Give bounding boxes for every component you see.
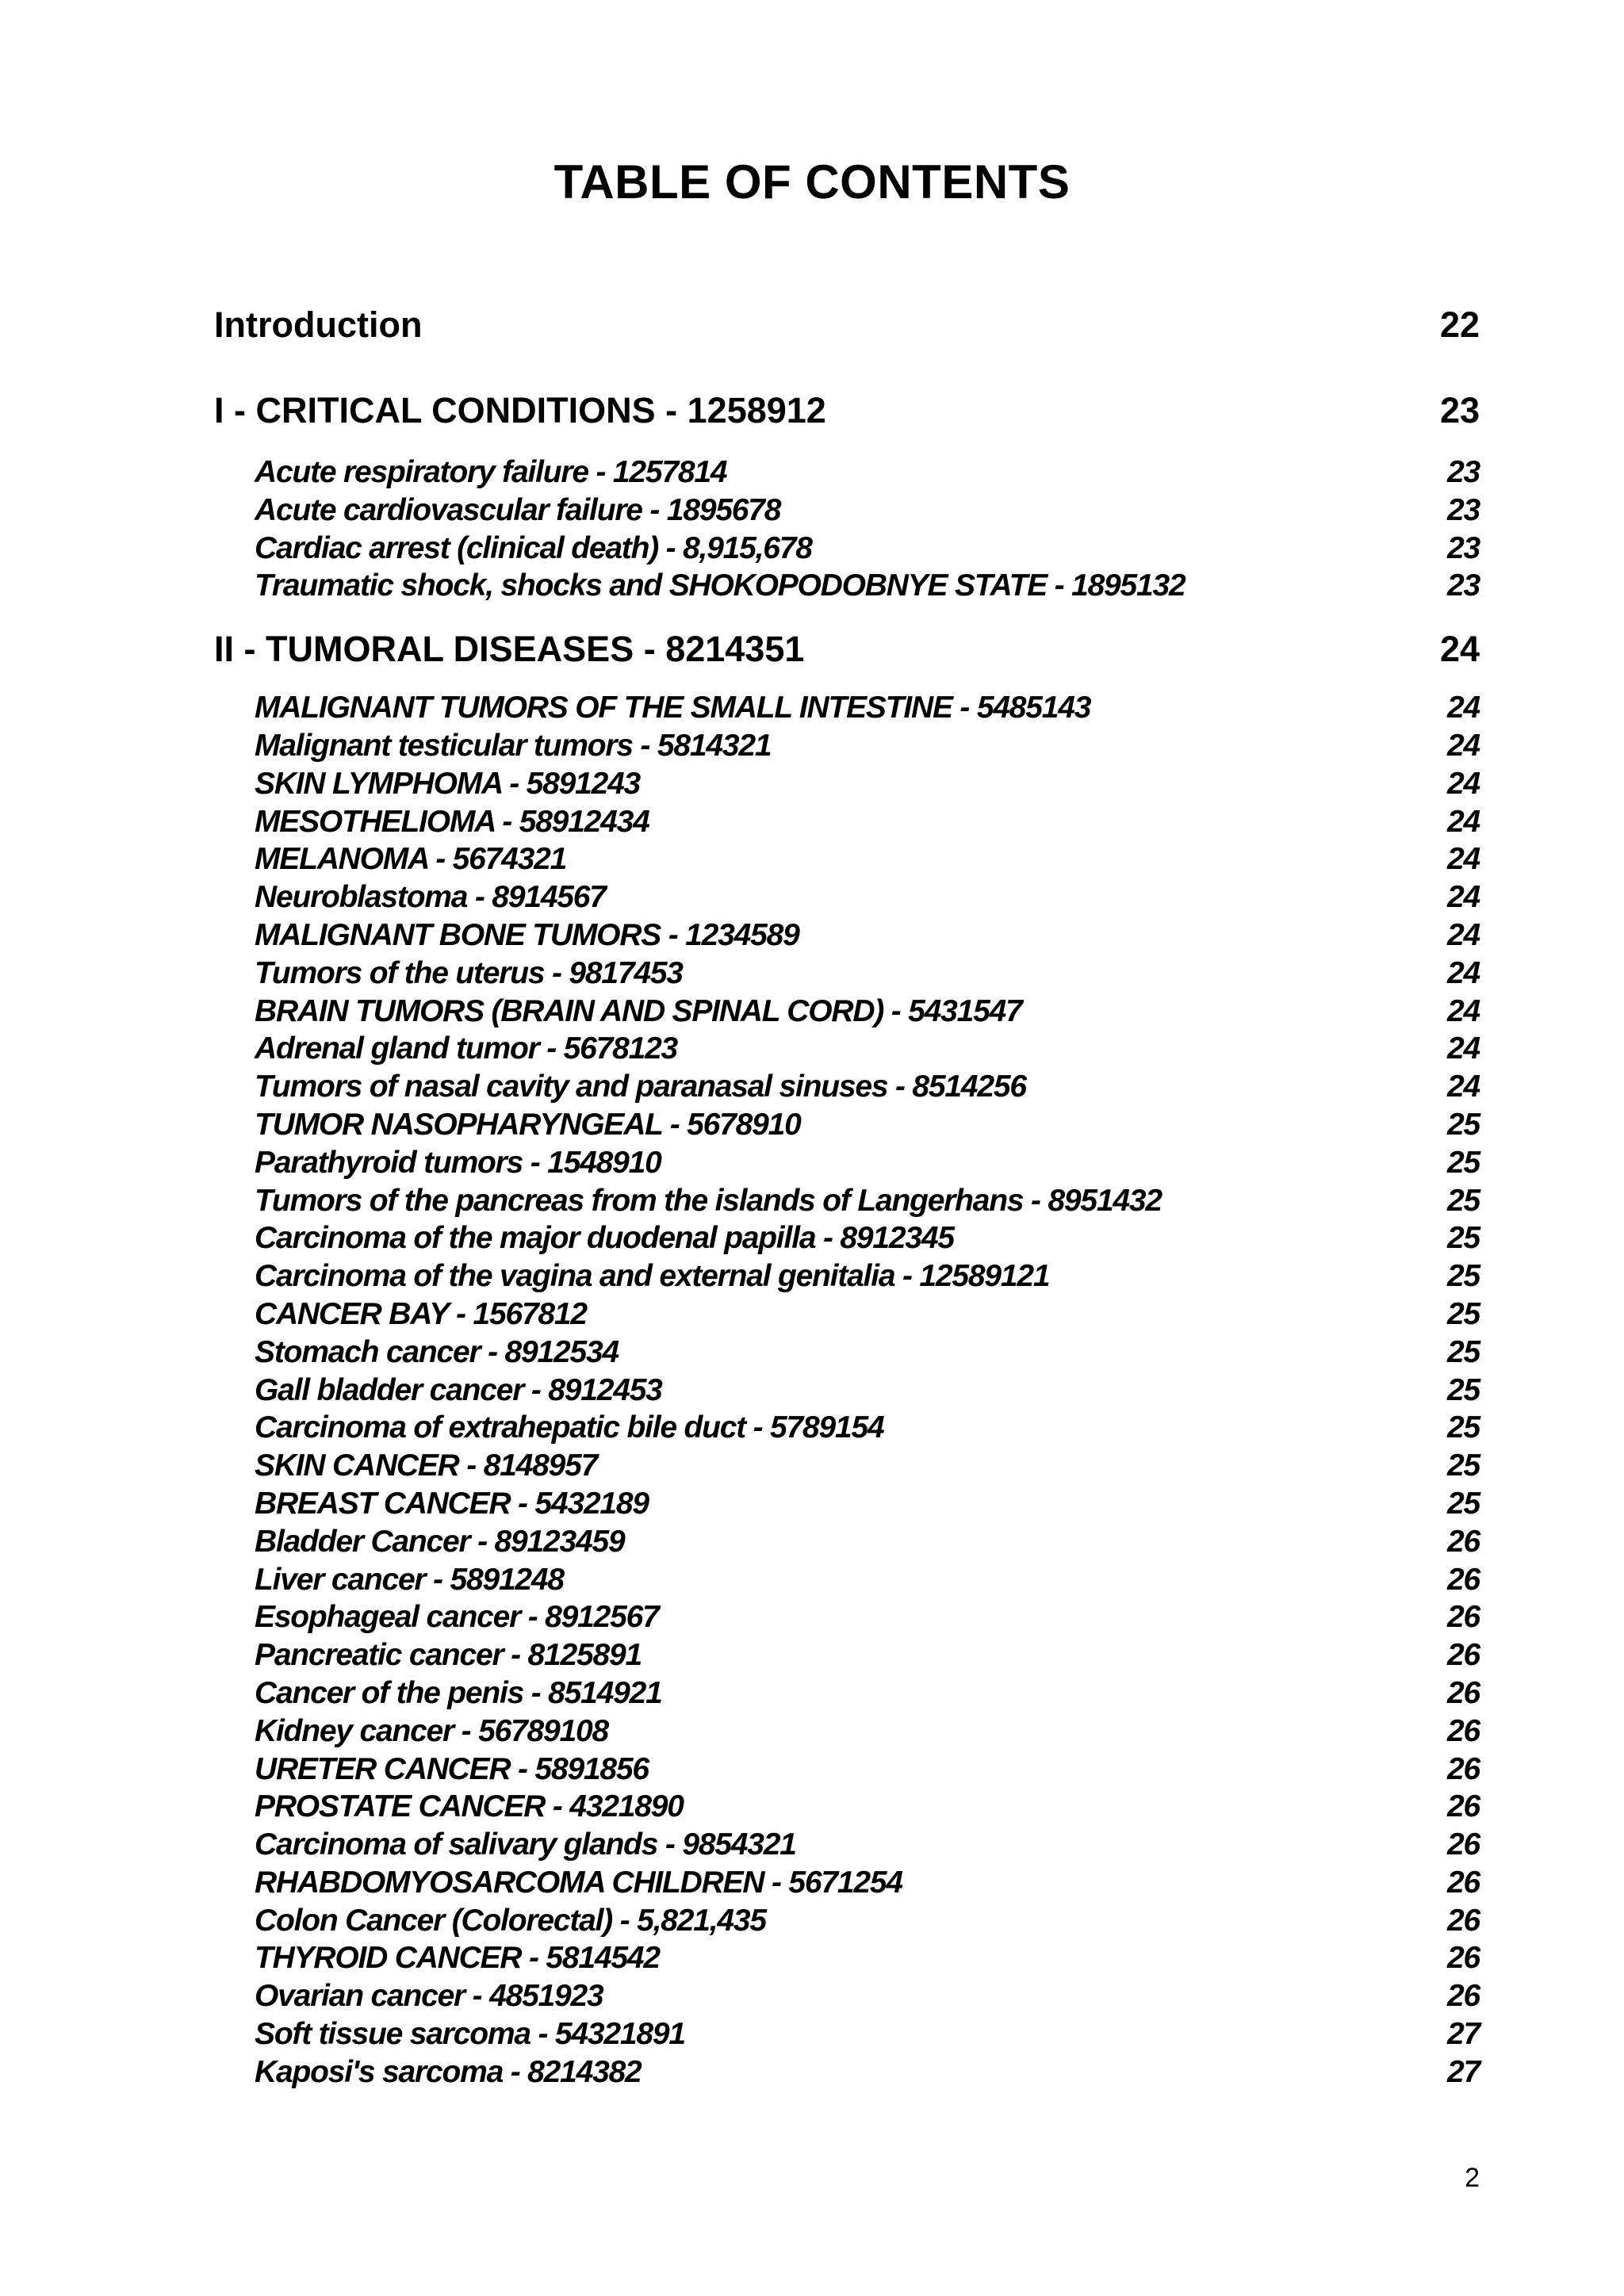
toc-entry[interactable] bbox=[214, 689, 1480, 727]
toc-entry-page: 26 bbox=[1447, 1713, 1480, 1748]
toc-entry[interactable] bbox=[214, 1409, 1480, 1447]
toc-entry-label: Carcinoma of the vagina and external genitalia - 12589121 bbox=[255, 1259, 1050, 1294]
toc-entry-label: Tumors of the pancreas from the islands of Langerhans - 8951432 bbox=[255, 1183, 1162, 1218]
toc-entry-label: TUMOR NASOPHARYNGEAL - 5678910 bbox=[255, 1107, 801, 1142]
toc-entry-page: 24 bbox=[1447, 1031, 1480, 1066]
toc-entry-label: CANCER BAY - 1567812 bbox=[255, 1296, 587, 1331]
toc-entry-label: Kaposi's sarcoma - 8214382 bbox=[255, 2054, 642, 2089]
toc-entry-label: MALIGNANT BONE TUMORS - 1234589 bbox=[255, 917, 799, 952]
toc-entry-label: SKIN CANCER - 8148957 bbox=[255, 1448, 598, 1483]
toc-entry-page: 24 bbox=[1447, 993, 1480, 1028]
toc-section-label: I - CRITICAL CONDITIONS - 1258912 bbox=[214, 390, 826, 430]
toc-entry[interactable] bbox=[214, 803, 1480, 841]
toc-entry[interactable] bbox=[214, 1030, 1480, 1068]
toc-entry-page: 25 bbox=[1447, 1221, 1480, 1256]
toc-entry[interactable] bbox=[214, 2053, 1480, 2091]
toc-entry-label: Tumors of the uterus - 9817453 bbox=[255, 955, 683, 990]
toc-entry[interactable] bbox=[214, 765, 1480, 803]
toc-entry-label: URETER CANCER - 5891856 bbox=[255, 1751, 649, 1786]
toc-section-page: 24 bbox=[1439, 629, 1480, 670]
toc-entry-label: Cancer of the penis - 8514921 bbox=[255, 1675, 662, 1710]
toc-entry-label: Ovarian cancer - 4851923 bbox=[255, 1979, 603, 2014]
toc-entry-page: 24 bbox=[1447, 691, 1480, 725]
toc-entry-label: THYROID CANCER - 5814542 bbox=[255, 1941, 660, 1976]
toc-entry-page: 24 bbox=[1447, 1070, 1480, 1104]
toc-entry[interactable] bbox=[214, 1636, 1480, 1674]
toc-entry-label: PROSTATE CANCER - 4321890 bbox=[255, 1789, 684, 1824]
toc-entry[interactable] bbox=[214, 1068, 1480, 1106]
toc-entry-label: BREAST CANCER - 5432189 bbox=[255, 1486, 649, 1521]
toc-entry-page: 26 bbox=[1447, 1865, 1480, 1900]
toc-entry-page: 26 bbox=[1447, 1600, 1480, 1635]
toc-entry-page: 26 bbox=[1447, 1789, 1480, 1824]
toc-entry-page: 24 bbox=[1447, 917, 1480, 952]
table-of-contents bbox=[214, 300, 1480, 2091]
toc-entry-label: Traumatic shock, shocks and SHOKOPODOBNYE STATE - 1895132 bbox=[255, 568, 1185, 603]
toc-entry[interactable] bbox=[214, 878, 1480, 916]
toc-entry[interactable] bbox=[214, 1864, 1480, 1902]
toc-entry-label: SKIN LYMPHOMA - 5891243 bbox=[255, 766, 641, 801]
toc-entry[interactable] bbox=[214, 1485, 1480, 1523]
toc-entry[interactable] bbox=[214, 1598, 1480, 1636]
toc-entry-page: 24 bbox=[1447, 766, 1480, 801]
toc-entry[interactable] bbox=[214, 1751, 1480, 1789]
toc-entry-page: 26 bbox=[1447, 1751, 1480, 1786]
toc-entry[interactable] bbox=[214, 955, 1480, 993]
toc-section-heading[interactable] bbox=[214, 624, 1480, 675]
toc-entry-page: 26 bbox=[1447, 1524, 1480, 1559]
toc-entry[interactable] bbox=[214, 453, 1480, 492]
toc-entry[interactable] bbox=[214, 492, 1480, 530]
toc-entry-label: BRAIN TUMORS (BRAIN AND SPINAL CORD) - 5431547 bbox=[255, 993, 1022, 1028]
toc-entry-label: Carcinoma of extrahepatic bile duct - 5789154 bbox=[255, 1410, 884, 1445]
toc-entry[interactable] bbox=[214, 1257, 1480, 1295]
toc-entry-label: Malignant testicular tumors - 5814321 bbox=[255, 728, 772, 763]
toc-entry[interactable] bbox=[214, 1106, 1480, 1144]
toc-entry-label: MELANOMA - 5674321 bbox=[255, 842, 567, 877]
toc-entry[interactable] bbox=[214, 530, 1480, 568]
toc-entry-page: 25 bbox=[1447, 1372, 1480, 1407]
toc-entry-label: Adrenal gland tumor - 5678123 bbox=[255, 1031, 678, 1066]
toc-entry[interactable] bbox=[214, 1372, 1480, 1410]
toc-entry[interactable] bbox=[214, 1902, 1480, 1940]
toc-entry-label: MALIGNANT TUMORS OF THE SMALL INTESTINE - 5485143 bbox=[255, 691, 1091, 725]
toc-entry-label: Esophageal cancer - 8912567 bbox=[255, 1600, 659, 1635]
toc-entry[interactable] bbox=[214, 1334, 1480, 1372]
toc-entry[interactable] bbox=[214, 1219, 1480, 1257]
toc-entry[interactable] bbox=[214, 1674, 1480, 1712]
toc-entry-page: 26 bbox=[1447, 1675, 1480, 1710]
toc-entry-label: Acute cardiovascular failure - 1895678 bbox=[255, 492, 781, 527]
toc-entry-label: Liver cancer - 5891248 bbox=[255, 1562, 564, 1597]
toc-entry-label: Acute respiratory failure - 1257814 bbox=[255, 455, 727, 489]
toc-entry-page: 27 bbox=[1447, 2017, 1480, 2052]
toc-entry-page: 25 bbox=[1447, 1334, 1480, 1369]
toc-entry-page: 24 bbox=[1447, 955, 1480, 990]
toc-entry[interactable] bbox=[214, 567, 1480, 605]
toc-entry-page: 24 bbox=[1447, 804, 1480, 839]
toc-entry-page: 26 bbox=[1447, 1979, 1480, 2014]
page-title: TABLE OF CONTENTS bbox=[553, 155, 1071, 209]
toc-entry[interactable] bbox=[214, 1712, 1480, 1751]
toc-entry-introduction[interactable] bbox=[214, 300, 1480, 350]
toc-entry[interactable] bbox=[214, 1977, 1480, 2015]
toc-entry-label: Kidney cancer - 56789108 bbox=[255, 1713, 608, 1748]
toc-entry-page: 25 bbox=[1447, 1259, 1480, 1294]
toc-entry[interactable] bbox=[214, 1939, 1480, 1977]
toc-entry-page: 26 bbox=[1447, 1827, 1480, 1862]
toc-entry[interactable] bbox=[214, 1523, 1480, 1561]
toc-entry-label: Soft tissue sarcoma - 54321891 bbox=[255, 2017, 685, 2052]
toc-entry-label: Bladder Cancer - 89123459 bbox=[255, 1524, 625, 1559]
toc-entry-page: 25 bbox=[1447, 1448, 1480, 1483]
toc-entry-label: Carcinoma of salivary glands - 9854321 bbox=[255, 1827, 796, 1862]
toc-entry-page: 26 bbox=[1447, 1562, 1480, 1597]
toc-entry-label: Pancreatic cancer - 8125891 bbox=[255, 1638, 642, 1673]
toc-entry-label: Carcinoma of the major duodenal papilla - 8912345 bbox=[255, 1221, 954, 1256]
toc-entry-label: MESOTHELIOMA - 58912434 bbox=[255, 804, 649, 839]
toc-entry-label: Colon Cancer (Colorectal) - 5,821,435 bbox=[255, 1903, 766, 1938]
toc-entry-label: Tumors of nasal cavity and paranasal sinuses - 8514256 bbox=[255, 1070, 1026, 1104]
toc-entry[interactable] bbox=[214, 2015, 1480, 2053]
toc-section-entries bbox=[214, 453, 1480, 605]
toc-entry[interactable] bbox=[214, 1788, 1480, 1826]
toc-entry-label: Neuroblastoma - 8914567 bbox=[255, 880, 606, 915]
toc-entry-page: 26 bbox=[1447, 1941, 1480, 1976]
toc-entry[interactable] bbox=[214, 840, 1480, 878]
toc-entry-page: 25 bbox=[1447, 1145, 1480, 1180]
page-number: 2 bbox=[1465, 2163, 1480, 2193]
toc-entry-label: Cardiac arrest (clinical death) - 8,915,678 bbox=[255, 530, 812, 565]
toc-entry[interactable] bbox=[214, 727, 1480, 765]
toc-entry-page: 24 bbox=[1447, 842, 1480, 877]
toc-entry[interactable] bbox=[214, 1447, 1480, 1485]
toc-entry[interactable] bbox=[214, 1295, 1480, 1334]
toc-entry-page: 23 bbox=[1447, 530, 1480, 565]
toc-entry-page: 25 bbox=[1447, 1486, 1480, 1521]
toc-entry-page: 27 bbox=[1447, 2054, 1480, 2089]
toc-entry-page: 24 bbox=[1447, 880, 1480, 915]
toc-entry[interactable] bbox=[214, 1144, 1480, 1182]
toc-entry-label: Parathyroid tumors - 1548910 bbox=[255, 1145, 661, 1180]
toc-entry[interactable] bbox=[214, 1182, 1480, 1220]
toc-section-entries bbox=[214, 689, 1480, 2091]
toc-entry-page: 26 bbox=[1447, 1903, 1480, 1938]
toc-entry-label: Gall bladder cancer - 8912453 bbox=[255, 1372, 662, 1407]
toc-entry-page: 24 bbox=[1447, 728, 1480, 763]
toc-entry-label: Stomach cancer - 8912534 bbox=[255, 1334, 619, 1369]
toc-entry-page: 25 bbox=[1447, 1183, 1480, 1218]
toc-entry-label: Introduction bbox=[214, 304, 423, 345]
toc-section-label: II - TUMORAL DISEASES - 8214351 bbox=[214, 629, 805, 670]
toc-entry[interactable] bbox=[214, 1561, 1480, 1599]
toc-entry-page: 23 bbox=[1447, 455, 1480, 489]
toc-entry-page: 23 bbox=[1447, 492, 1480, 527]
toc-entry-page: 25 bbox=[1447, 1410, 1480, 1445]
toc-entry-page: 25 bbox=[1447, 1296, 1480, 1331]
toc-entry[interactable] bbox=[214, 1826, 1480, 1864]
toc-section-page: 23 bbox=[1439, 390, 1480, 430]
toc-entry-page: 23 bbox=[1447, 568, 1480, 603]
toc-entry-page: 25 bbox=[1447, 1107, 1480, 1142]
toc-entry[interactable] bbox=[214, 916, 1480, 955]
toc-entry-page: 22 bbox=[1439, 304, 1480, 345]
toc-entry-label: RHABDOMYOSARCOMA CHILDREN - 5671254 bbox=[255, 1865, 902, 1900]
toc-entry-page: 26 bbox=[1447, 1638, 1480, 1673]
toc-section-heading[interactable] bbox=[214, 385, 1480, 436]
toc-entry[interactable] bbox=[214, 993, 1480, 1031]
